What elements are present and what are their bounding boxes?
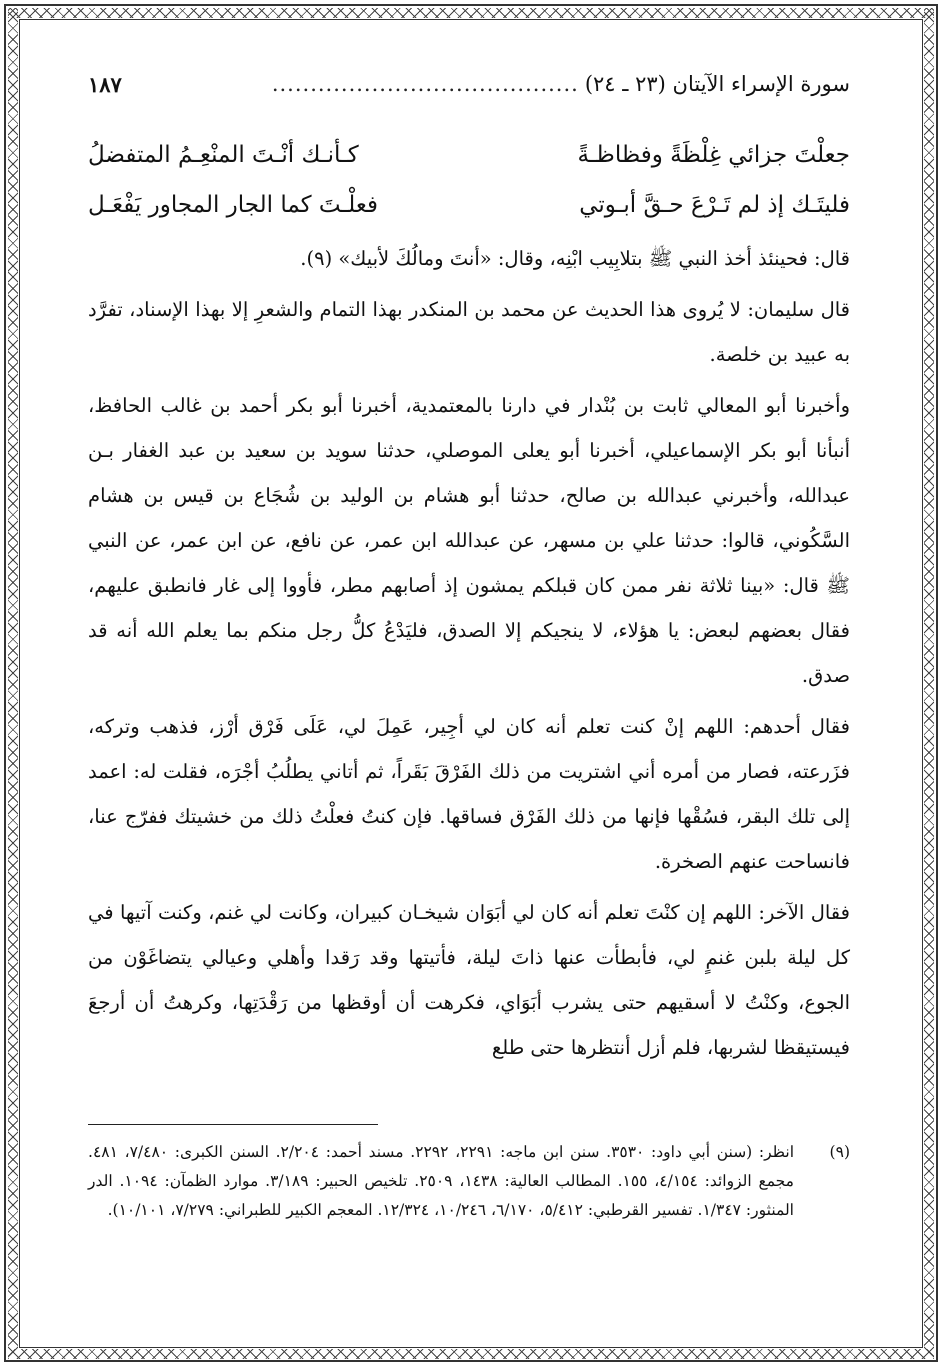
verse-first-hemistich: جعلْتَ جزائي غِلْظَةً وفظاظـةً bbox=[577, 142, 850, 168]
verse-line bbox=[88, 180, 850, 230]
body-paragraph: قال سليمان: لا يُروى هذا الحديث عن محمد بن المنكدر بهذا التمام والشعرِ إلا بهذا الإسناد، تفرَّد به عبيد بن خلصة. bbox=[88, 298, 850, 366]
page-header bbox=[88, 60, 850, 108]
body-paragraph: وأخبرنا أبو المعالي ثابت بن بُنْدار في دارنا بالمعتمدية، أخبرنا أبو بكر أحمد بن غالب الحافظ، أنبأنا أبو بكر الإسماعيلي، أخبرنا أبو يعلى الموصلي، حدثنا سويد بن سعيد بن عبد الغفار بـن عبدالله، وأخبرني عبدالله بن صالح، حدثنا أبو هشام بن الوليد بن شُجَاع بن قيس بن هشام السَّكُوني، قالوا: حدثنا علي بن مسهر، عن عبدالله ابن عمر، عن نافع، عن ابن عمر، عن النبي ﷺ قال: «بينا ثلاثة نفر ممن كان قبلكم يمشون إذ أصابهم مطر، فأووا إلى غار فانطبق عليهم، فقال بعضهم لبعض: يا هؤلاء، لا ينجيكم إلا الصدق، فليَدْعُ كلُّ رجل منكم بما يعلم الله أنه قد صدق. bbox=[88, 394, 850, 687]
poem-verses bbox=[88, 130, 850, 230]
page-number: ١٨٧ bbox=[88, 71, 122, 97]
frame-ornament-bottom bbox=[8, 1349, 934, 1359]
body-paragraph: قال: فحينئذ أخذ النبي ﷺ بتلابِيب ابْنِه، وقال: «أنتَ ومالُكَ لأبيك» (٩). bbox=[300, 247, 850, 270]
verse-second-hemistich: فعلْـتَ كما الجار المجاور يَفْعَـل bbox=[88, 192, 378, 218]
footnote-number: (٩) bbox=[829, 1143, 850, 1161]
header-leader-dots: ........................................ bbox=[271, 72, 579, 96]
frame-ornament-right bbox=[924, 8, 934, 1359]
footnote bbox=[88, 1138, 850, 1225]
verse-line bbox=[88, 130, 850, 180]
footnote-text: انظر: (سنن أبي داود: ٣٥٣٠. سنن ابن ماجه: ٢٢٩١، ٢٢٩٢. مسند أحمد: ٢/٢٠٤. السنن الكبرى: ٧/٤٨٠، ٤٨١. مجمع الزوائد: ٤/١٥٤، ١٥٥. المطالب العالية: ١٤٣٨، ٢٥٠٩. تلخيص الحبير: ٣/١٨٩. موارد الظمآن: ١٠٩٤. الدر المنثور: ١/٣٤٧. تفسير القرطبي: ٥/٤١٢، ٦/١٧٠، ١٠/٢٤٦، ١٢/٣٢٤. المعجم الكبير للطبراني: ٧/٢٧٩، ١٠/١٠١). bbox=[88, 1143, 795, 1219]
verse-first-hemistich: فليتَـك إذ لم تَـرْعَ حـقَّ أبـوتي bbox=[579, 192, 850, 218]
body-paragraph: فقال الآخر: اللهم إن كنْتَ تعلم أنه كان لي أبَوَان شيخـان كبيران، وكانت لي غنم، وكنت آتيها في كل ليلة بلبن غنمٍ لي، فأبطأت عنها ذاتَ ليلة، فأتيتها وقد رَقدا وأهلي وعيالي يتضاغَوْن من الجوع، وكنْتُ لا أسقيهم حتى يشرب أبَوَاي، فكرهت أن أوقظها من رَقْدَتِها، وكرهتُ أن أرجعَ فيستيقظا لشربها، فلم أزل أنتظرها حتى طلع bbox=[88, 901, 850, 1059]
frame-ornament-left bbox=[8, 8, 18, 1359]
verse-second-hemistich: كـأنـك أنْـتَ المنْعِـمُ المتفضلُ bbox=[88, 142, 359, 168]
running-title: سورة الإسراء الآيتان (٢٣ ـ ٢٤) bbox=[584, 72, 850, 96]
body-paragraph: فقال أحدهم: اللهم إنْ كنت تعلم أنه كان لي أجِير، عَمِلَ لي، عَلَى فَرْق أرْز، فذهب وتركه، فزَرعته، فصار من أمره أني اشتريت من ذلك الفَرْقَ بَقَراً، ثم أتاني يطلُبُ أجْرَه، فقلت له: اعمد إلى تلك البقر، فسُقْها فإنها من ذلك الفَرْق فساقها. فإن كنتُ فعلْتُ ذلك من خشيتك ففرّج عنا، فانساحت عنهم الصخرة. bbox=[88, 715, 850, 873]
page-body bbox=[88, 60, 850, 1076]
frame-ornament-top bbox=[8, 8, 934, 18]
footnote-separator bbox=[88, 1124, 378, 1125]
